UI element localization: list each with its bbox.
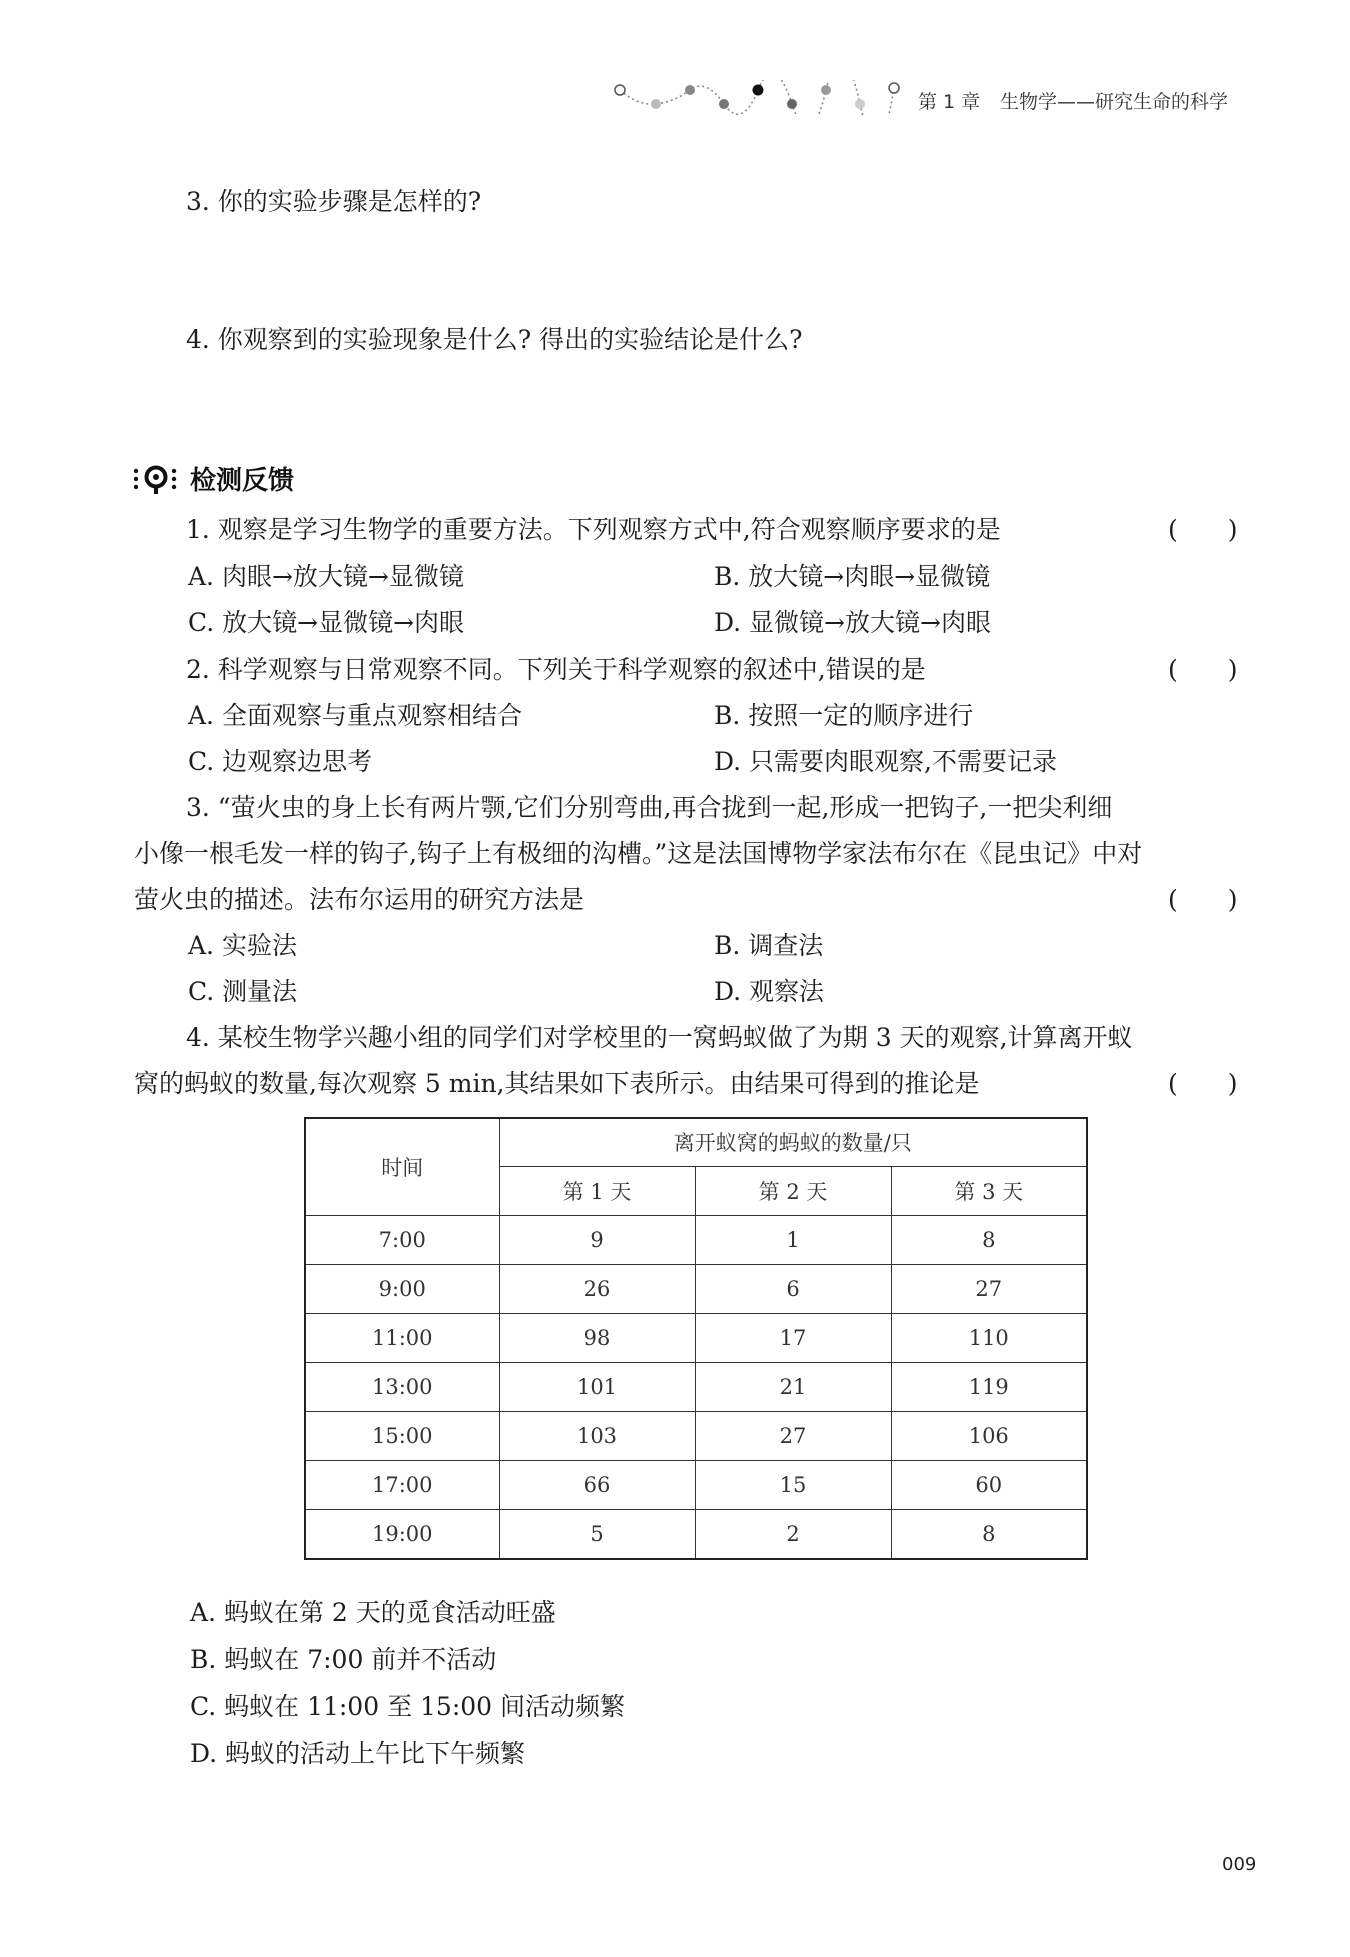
magnifier-icon bbox=[132, 461, 178, 497]
table-cell-time: 15:00 bbox=[305, 1411, 499, 1460]
table-cell-time: 13:00 bbox=[305, 1362, 499, 1411]
table-cell: 60 bbox=[891, 1460, 1087, 1509]
table-row bbox=[305, 1411, 1087, 1460]
q3-option-c: C. 测量法 bbox=[188, 977, 298, 1006]
table-cell: 103 bbox=[499, 1411, 695, 1460]
q4-option-d: D. 蚂蚁的活动上午比下午频繁 bbox=[190, 1739, 526, 1768]
table-header-count: 离开蚁窝的蚂蚁的数量/只 bbox=[499, 1118, 1087, 1166]
q3-option-d: D. 观察法 bbox=[714, 977, 825, 1006]
q3-line-2: 小像一根毛发一样的钩子,钩子上有极细的沟槽。”这是法国博物学家法布尔在《昆虫记》中对 bbox=[134, 839, 1143, 868]
table-header-day-3: 第 3 天 bbox=[891, 1166, 1087, 1215]
table-row bbox=[305, 1215, 1087, 1264]
table-cell-time: 9:00 bbox=[305, 1264, 499, 1313]
q1-option-d: D. 显微镜→放大镜→肉眼 bbox=[714, 608, 991, 637]
table-row bbox=[305, 1362, 1087, 1411]
table-cell-time: 17:00 bbox=[305, 1460, 499, 1509]
chapter-number: 第 1 章 bbox=[918, 91, 981, 113]
page-number: 009 bbox=[1222, 1854, 1257, 1875]
table-cell-time: 11:00 bbox=[305, 1313, 499, 1362]
q4-line-1: 4. 某校生物学兴趣小组的同学们对学校里的一窝蚂蚁做了为期 3 天的观察,计算离开蚁 bbox=[186, 1023, 1133, 1052]
q2-option-c: C. 边观察边思考 bbox=[188, 747, 373, 776]
table-cell: 17 bbox=[695, 1313, 891, 1362]
q2-option-d: D. 只需要肉眼观察,不需要记录 bbox=[714, 747, 1057, 776]
q3-option-a: A. 实验法 bbox=[188, 931, 297, 960]
q3-answer-paren: ( ) bbox=[1168, 885, 1238, 914]
table-cell: 8 bbox=[891, 1509, 1087, 1559]
table-cell: 98 bbox=[499, 1313, 695, 1362]
table-cell: 27 bbox=[891, 1264, 1087, 1313]
table-cell: 106 bbox=[891, 1411, 1087, 1460]
header-decoration bbox=[612, 80, 902, 116]
q4-option-a: A. 蚂蚁在第 2 天的觅食活动旺盛 bbox=[190, 1598, 556, 1627]
table-cell: 2 bbox=[695, 1509, 891, 1559]
table-header-day-1: 第 1 天 bbox=[499, 1166, 695, 1215]
table-cell-time: 19:00 bbox=[305, 1509, 499, 1559]
q3-option-b: B. 调查法 bbox=[714, 931, 824, 960]
q2-option-b: B. 按照一定的顺序进行 bbox=[714, 701, 974, 730]
table-cell: 5 bbox=[499, 1509, 695, 1559]
table-cell: 1 bbox=[695, 1215, 891, 1264]
table-cell: 110 bbox=[891, 1313, 1087, 1362]
table-row bbox=[305, 1264, 1087, 1313]
q1-stem: 1. 观察是学习生物学的重要方法。下列观察方式中,符合观察顺序要求的是 bbox=[186, 515, 1001, 544]
table-row bbox=[305, 1313, 1087, 1362]
q1-answer-paren: ( ) bbox=[1168, 515, 1238, 544]
q1-option-b: B. 放大镜→肉眼→显微镜 bbox=[714, 562, 991, 591]
q2-option-a: A. 全面观察与重点观察相结合 bbox=[188, 701, 522, 730]
table-header-time: 时间 bbox=[305, 1118, 499, 1215]
table-row bbox=[305, 1509, 1087, 1559]
q4-answer-paren: ( ) bbox=[1168, 1069, 1238, 1098]
table-cell-time: 7:00 bbox=[305, 1215, 499, 1264]
question-3-steps: 3. 你的实验步骤是怎样的? bbox=[186, 187, 482, 216]
q4-option-c: C. 蚂蚁在 11:00 至 15:00 间活动频繁 bbox=[190, 1692, 626, 1721]
table-cell: 9 bbox=[499, 1215, 695, 1264]
ant-count-table bbox=[304, 1117, 1088, 1560]
table-cell: 8 bbox=[891, 1215, 1087, 1264]
question-4-phenomenon: 4. 你观察到的实验现象是什么? 得出的实验结论是什么? bbox=[186, 325, 803, 354]
table-cell: 15 bbox=[695, 1460, 891, 1509]
q3-line-1: 3. “萤火虫的身上长有两片颚,它们分别弯曲,再合拢到一起,形成一把钩子,一把尖利细 bbox=[186, 793, 1113, 822]
table-cell: 66 bbox=[499, 1460, 695, 1509]
q4-line-2: 窝的蚂蚁的数量,每次观察 5 min,其结果如下表所示。由结果可得到的推论是 bbox=[134, 1069, 980, 1098]
q1-option-c: C. 放大镜→显微镜→肉眼 bbox=[188, 608, 465, 637]
table-cell: 6 bbox=[695, 1264, 891, 1313]
q2-answer-paren: ( ) bbox=[1168, 655, 1238, 684]
q2-stem: 2. 科学观察与日常观察不同。下列关于科学观察的叙述中,错误的是 bbox=[186, 655, 926, 684]
table-cell: 21 bbox=[695, 1362, 891, 1411]
table-row bbox=[305, 1460, 1087, 1509]
section-title: 检测反馈 bbox=[190, 466, 295, 496]
table-cell: 27 bbox=[695, 1411, 891, 1460]
q1-option-a: A. 肉眼→放大镜→显微镜 bbox=[188, 562, 464, 591]
table-cell: 101 bbox=[499, 1362, 695, 1411]
q3-line-3: 萤火虫的描述。法布尔运用的研究方法是 bbox=[134, 885, 585, 914]
table-cell: 26 bbox=[499, 1264, 695, 1313]
q4-option-b: B. 蚂蚁在 7:00 前并不活动 bbox=[190, 1645, 497, 1674]
table-header-day-2: 第 2 天 bbox=[695, 1166, 891, 1215]
table-cell: 119 bbox=[891, 1362, 1087, 1411]
chapter-title: 生物学——研究生命的科学 bbox=[1000, 91, 1229, 113]
